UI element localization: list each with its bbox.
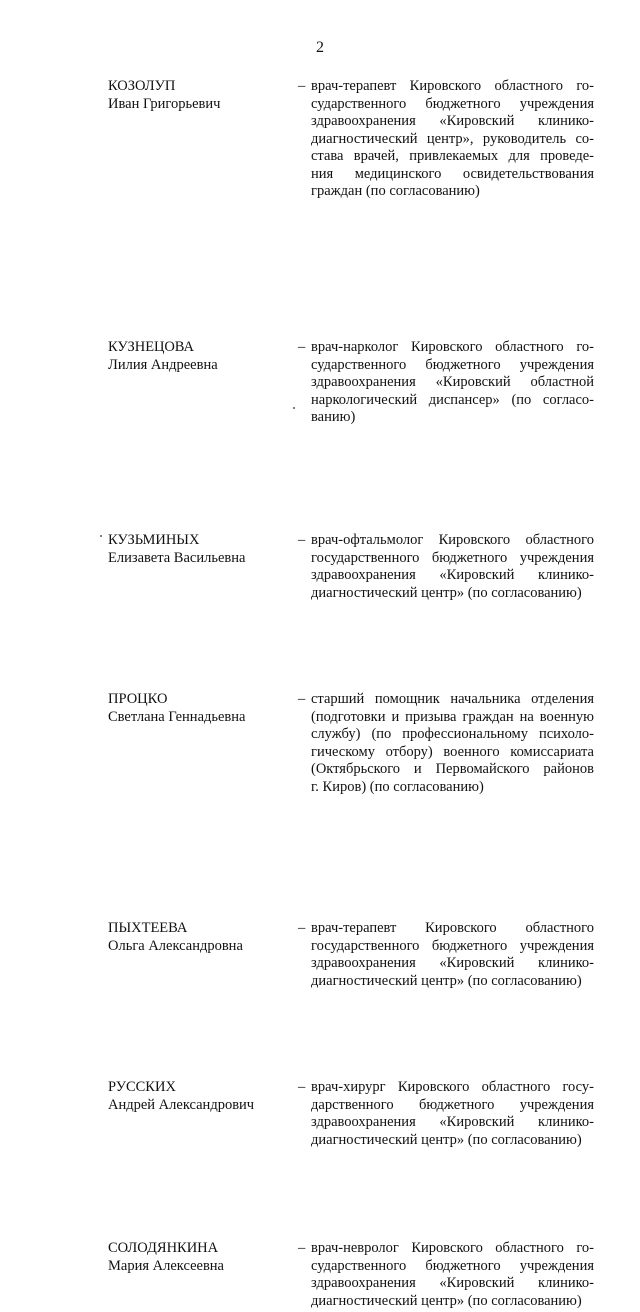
member-name	[108, 691, 288, 726]
description-line: г. Киров) (по согласованию)	[311, 778, 484, 795]
member-surname: КОЗОЛУП	[108, 78, 176, 94]
member-entry	[0, 339, 640, 429]
member-entry	[0, 78, 640, 199]
member-description	[311, 1079, 594, 1149]
description-line: дарственного бюджетного учреждения	[311, 1096, 594, 1113]
description-line: врач-невролог Кировского областного го-	[311, 1240, 594, 1256]
description-line: диагностический центр», руководитель со-	[311, 130, 594, 147]
dash-separator: –	[298, 920, 306, 936]
member-surname: КУЗНЕЦОВА	[108, 339, 195, 355]
description-line: става врачей, привлекаемых для проведе-	[311, 148, 594, 164]
description-line: врач-терапевт Кировского областного го-	[311, 78, 594, 94]
description-line: врач-нарколог Кировского областного го-	[311, 339, 594, 355]
member-name	[108, 1079, 288, 1114]
member-description	[311, 339, 594, 427]
description-line: (подготовки и призыва граждан на военную	[311, 708, 594, 725]
member-entry	[0, 920, 640, 992]
description-line: здравоохранения «Кировский клинико-	[311, 1275, 594, 1291]
member-surname: ПРОЦКО	[108, 691, 168, 707]
description-line: (Октябрьского и Первомайского районов	[311, 761, 594, 777]
member-given-name: Мария Алексеевна	[108, 1257, 224, 1274]
member-given-name: Светлана Геннадьевна	[108, 708, 246, 725]
member-given-name: Андрей Александрович	[108, 1096, 255, 1113]
description-line: врач-хирург Кировского областного госу-	[311, 1079, 594, 1095]
description-line: государственного бюджетного учреждения	[311, 937, 594, 954]
dash-separator: –	[298, 532, 306, 548]
member-description	[311, 78, 594, 201]
description-line: здравоохранения «Кировский областной	[311, 374, 594, 390]
description-line: службу) (по профессиональному психоло-	[311, 726, 594, 742]
dash-separator: –	[298, 78, 306, 94]
member-name	[108, 339, 288, 374]
description-line: здравоохранения «Кировский клинико-	[311, 1114, 594, 1130]
scan-speck	[293, 407, 295, 409]
description-line: ния медицинского освидетельствования	[311, 165, 594, 182]
member-name	[108, 920, 288, 955]
member-description	[311, 1240, 594, 1310]
page-number: 2	[316, 39, 324, 56]
member-name	[108, 532, 288, 567]
dash-separator: –	[298, 1240, 306, 1256]
scan-speck	[100, 535, 102, 537]
member-description	[311, 691, 594, 796]
dash-separator: –	[298, 339, 306, 355]
description-line: гическому отбору) военного комиссариата	[311, 743, 594, 760]
member-description	[311, 920, 594, 990]
description-line: сударственного бюджетного учреждения	[311, 95, 594, 112]
member-entry	[0, 1240, 640, 1312]
description-line: сударственного бюджетного учреждения	[311, 1257, 594, 1274]
member-given-name: Иван Григорьевич	[108, 95, 221, 112]
description-line: врач-офтальмолог Кировского областного	[311, 532, 594, 548]
member-entry	[0, 532, 640, 604]
description-line: здравоохранения «Кировский клинико-	[311, 955, 594, 971]
description-line: здравоохранения «Кировский клинико-	[311, 113, 594, 129]
member-name	[108, 78, 288, 113]
description-line: наркологический диспансер» (по согласо-	[311, 391, 594, 408]
description-line: государственного бюджетного учреждения	[311, 549, 594, 566]
description-line: диагностический центр» (по согласованию)	[311, 1292, 582, 1309]
member-surname: КУЗЬМИНЫХ	[108, 532, 200, 548]
description-line: врач-терапевт Кировского областного	[311, 920, 594, 936]
member-list	[0, 78, 640, 1309]
description-line: диагностический центр» (по согласованию)	[311, 1131, 582, 1148]
member-given-name: Ольга Александровна	[108, 937, 243, 954]
description-line: старший помощник начальника отделения	[311, 691, 594, 707]
member-given-name: Елизавета Васильевна	[108, 549, 246, 566]
description-line: здравоохранения «Кировский клинико-	[311, 567, 594, 583]
member-name	[108, 1240, 288, 1275]
description-line: граждан (по согласованию)	[311, 183, 480, 199]
member-given-name: Лилия Андреевна	[108, 356, 218, 373]
member-surname: РУССКИХ	[108, 1079, 176, 1095]
description-line: диагностический центр» (по согласованию)	[311, 584, 582, 601]
description-line: сударственного бюджетного учреждения	[311, 356, 594, 373]
member-surname: ПЫХТЕЕВА	[108, 920, 188, 936]
member-surname: СОЛОДЯНКИНА	[108, 1240, 219, 1256]
description-line: ванию)	[311, 409, 356, 425]
dash-separator: –	[298, 691, 306, 707]
member-entry	[0, 1079, 640, 1151]
member-entry	[0, 691, 640, 796]
description-line: диагностический центр» (по согласованию)	[311, 972, 582, 989]
dash-separator: –	[298, 1079, 306, 1095]
member-description	[311, 532, 594, 602]
